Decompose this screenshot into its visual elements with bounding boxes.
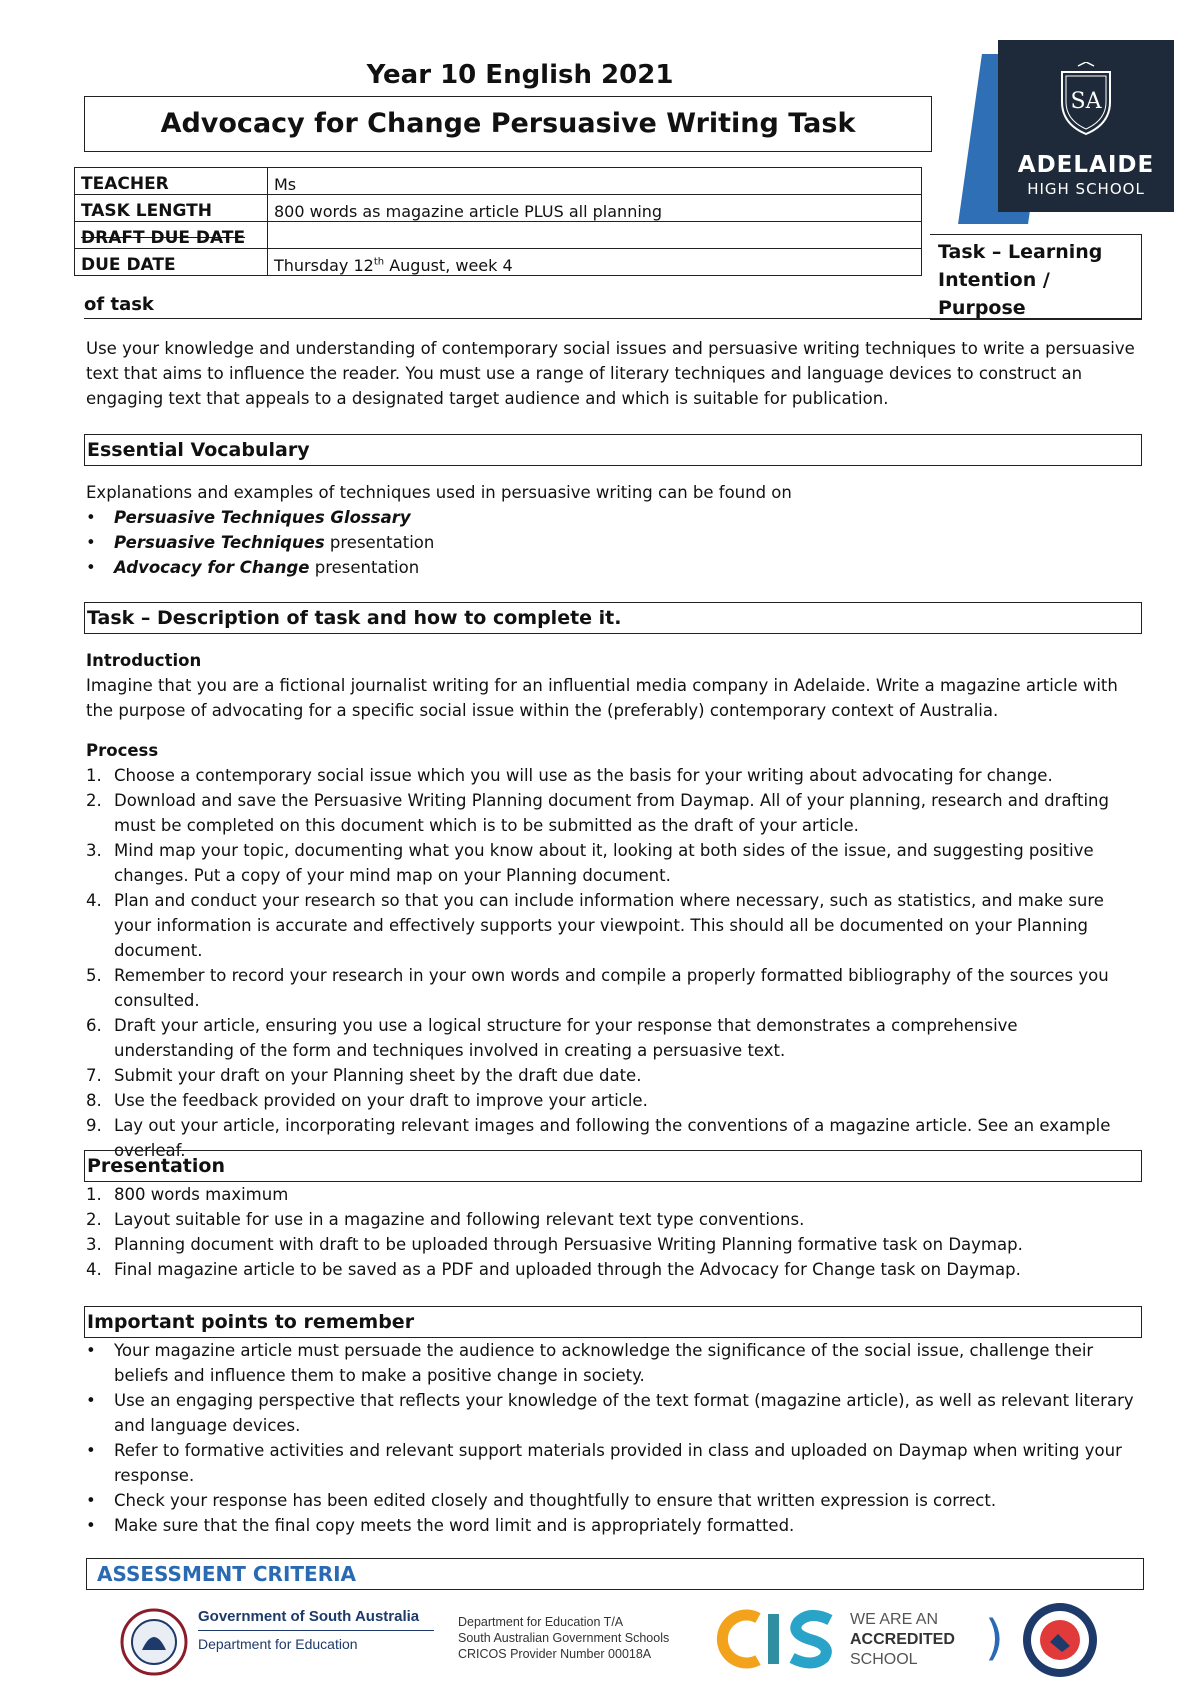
bullet-icon: • (86, 533, 96, 552)
sa-government-crest-icon (118, 1606, 190, 1678)
dept-info (458, 1614, 669, 1662)
points-heading: Important points to remember (84, 1306, 1142, 1338)
vocab-item-suffix: presentation (324, 533, 435, 552)
list-item (86, 555, 1142, 580)
list-item (86, 530, 1142, 555)
task-title: Advocacy for Change Persuasive Writing Task (84, 96, 932, 152)
vocab-item-title: Persuasive Techniques (114, 533, 325, 552)
list-item: 4. Plan and conduct your research so that you can include information where necessary, such as statistics, and make sure your information is accurate and effectively supports your viewpoint. This should all be documented on your Planning document. (86, 891, 1104, 960)
presentation-item: 800 words maximum (114, 1185, 289, 1204)
purpose-heading: Task – Learning Intention / Purpose (938, 241, 1103, 319)
bullet-icon: • (86, 508, 96, 527)
criteria-heading: ASSESSMENT CRITERIA (86, 1558, 1144, 1590)
process-list (86, 763, 1142, 1163)
list-item (86, 1388, 1142, 1438)
point-text: Your magazine article must persuade the audience to acknowledge the significance of the social issue, challenge their beliefs and influence them to make a positive change in society. (114, 1341, 1094, 1385)
task-info-table (74, 167, 922, 276)
task-section (86, 648, 1142, 1163)
point-text: Make sure that the final copy meets the word limit and is appropriately formatted. (114, 1516, 795, 1535)
list-item: 4. Final magazine article to be saved as a PDF and uploaded through the Advocacy for Change task on Daymap. (86, 1260, 1021, 1279)
presentation-item: Planning document with draft to be uploaded through Persuasive Writing Planning formative task on Daymap. (114, 1235, 1023, 1254)
page-title: Year 10 English 2021 (366, 60, 674, 90)
dept-line: South Australian Government Schools (458, 1631, 670, 1645)
info-value: 800 words as magazine article PLUS all planning (268, 195, 922, 222)
gov-name: Government of South Australia (198, 1608, 420, 1625)
presentation-section (86, 1182, 1142, 1282)
divider (198, 1630, 434, 1631)
bullet-icon: • (86, 1516, 96, 1535)
cis-line: ACCREDITED (850, 1631, 955, 1648)
list-item: 1. Choose a contemporary social issue which you will use as the basis for your writing about advocating for change. (86, 766, 1053, 785)
info-row-due (75, 249, 922, 276)
list-item: 5. Remember to record your research in your own words and compile a properly formatted bibliography of the sources you consulted. (86, 966, 1109, 1010)
info-key: DRAFT DUE DATE (75, 222, 268, 249)
list-item: 8. Use the feedback provided on your draft to improve your article. (86, 1091, 648, 1110)
list-item: 9. Lay out your article, incorporating relevant images and following the conventions of a magazine article. See an example overleaf. (86, 1116, 1111, 1160)
bullet-icon: • (86, 1491, 96, 1510)
info-value (268, 222, 922, 249)
purpose-heading-cont: of task (84, 294, 154, 315)
presentation-list (86, 1182, 1142, 1282)
cis-logo (712, 1606, 842, 1672)
info-row-draft-due (75, 222, 922, 249)
step-text: Lay out your article, incorporating relevant images and following the conventions of a magazine article. See an example overleaf. (114, 1116, 1111, 1160)
intro-text: Imagine that you are a fictional journalist writing for an influential media company in Adelaide. Write a magazine article with the purpose of advocating for a specific social issue within the (preferably) contemporary context of Australia. (86, 676, 1118, 720)
list-item: 2. Layout suitable for use in a magazine and following relevant text type conventions. (86, 1210, 805, 1229)
vocab-item-title: Advocacy for Change (114, 558, 310, 577)
vocab-item-suffix: presentation (309, 558, 420, 577)
step-text: Mind map your topic, documenting what you know about it, looking at both sides of the issue, and suggesting positive changes. Put a copy of your mind map on your Planning document. (114, 841, 1094, 885)
info-value: Thursday 12th August, week 4 (268, 249, 922, 276)
presentation-item: Final magazine article to be saved as a PDF and uploaded through the Advocacy for Change task on Daymap. (114, 1260, 1021, 1279)
bullet-icon: • (86, 558, 96, 577)
cis-line: WE ARE AN (850, 1611, 939, 1628)
list-item: 1. 800 words maximum (86, 1185, 289, 1204)
cis-line: SCHOOL (850, 1651, 918, 1668)
list-item (86, 1338, 1142, 1388)
info-key: TEACHER (75, 168, 268, 195)
info-row-teacher (75, 168, 922, 195)
step-text: Download and save the Persuasive Writing Planning document from Daymap. All of your planning, research and drafting must be completed on this document which is to be submitted as the draft of your article. (114, 791, 1109, 835)
accreditation-seal-icon (1020, 1600, 1100, 1680)
vocab-intro: Explanations and examples of techniques used in persuasive writing can be found on (86, 483, 792, 502)
task-heading: Task – Description of task and how to complete it. (84, 602, 1142, 634)
dept-line: CRICOS Provider Number 00018A (458, 1647, 652, 1661)
list-item: 3. Mind map your topic, documenting what you know about it, looking at both sides of the issue, and suggesting positive changes. Put a copy of your mind map on your Planning document. (86, 841, 1094, 885)
bracket-icon: ) (985, 1610, 1004, 1666)
vocab-heading: Essential Vocabulary (84, 434, 1142, 466)
step-text: Remember to record your research in your own words and compile a properly formatted bibliography of the sources you consulted. (114, 966, 1109, 1010)
purpose-text: Use your knowledge and understanding of contemporary social issues and persuasive writing techniques to write a persuasive text that aims to influence the reader. You must use a range of literary techniques and language devices to construct an engaging text that appeals to a designated target audience and which is suitable for publication. (86, 339, 1135, 408)
point-text: Refer to formative activities and relevant support materials provided in class and uploaded on Daymap when writing your response. (114, 1441, 1122, 1485)
step-text: Plan and conduct your research so that you can include information where necessary, such as statistics, and make sure your information is accurate and effectively supports your viewpoint. This should all be documented on your Planning document. (114, 891, 1104, 960)
info-row-length (75, 195, 922, 222)
info-key: TASK LENGTH (75, 195, 268, 222)
divider (84, 318, 1142, 319)
school-crest-icon (1056, 62, 1116, 138)
points-list (86, 1338, 1142, 1538)
list-item (86, 1513, 1142, 1538)
step-text: Use the feedback provided on your draft to improve your article. (114, 1091, 648, 1110)
points-section (86, 1338, 1142, 1538)
step-text: Choose a contemporary social issue which you will use as the basis for your writing about advocating for change. (114, 766, 1053, 785)
point-text: Use an engaging perspective that reflects your knowledge of the text format (magazine article), as well as relevant literary and language devices. (114, 1391, 1134, 1435)
vocab-item-title: Persuasive Techniques Glossary (114, 508, 411, 527)
dept-line: Department for Education T/A (458, 1615, 624, 1629)
step-text: Draft your article, ensuring you use a logical structure for your response that demonstrates a comprehensive understanding of the form and techniques involved in creating a persuasive text. (114, 1016, 1018, 1060)
gov-dept: Department for Education (198, 1636, 358, 1652)
presentation-heading: Presentation (84, 1150, 1142, 1182)
list-item: 3. Planning document with draft to be uploaded through Persuasive Writing Planning formative task on Daymap. (86, 1235, 1023, 1254)
logo-name: ADELAIDE (1017, 152, 1155, 178)
list-item: 6. Draft your article, ensuring you use a logical structure for your response that demonstrates a comprehensive understanding of the form and techniques involved in creating a persuasive text. (86, 1016, 1018, 1060)
process-heading: Process (86, 741, 159, 760)
info-key: DUE DATE (75, 249, 268, 276)
list-item: 2. Download and save the Persuasive Writing Planning document from Daymap. All of your planning, research and drafting must be completed on this document which is to be submitted as the draft of your article. (86, 791, 1109, 835)
presentation-item: Layout suitable for use in a magazine and following relevant text type conventions. (114, 1210, 805, 1229)
intro-heading: Introduction (86, 651, 202, 670)
cis-text (850, 1610, 955, 1670)
list-item (86, 1438, 1142, 1488)
vocab-list (86, 505, 1142, 580)
svg-text:SA: SA (1070, 89, 1102, 114)
bullet-icon: • (86, 1441, 96, 1460)
list-item: 7. Submit your draft on your Planning sheet by the draft due date. (86, 1066, 642, 1085)
point-text: Check your response has been edited closely and thoughtfully to ensure that written expression is correct. (114, 1491, 997, 1510)
list-item (86, 505, 1142, 530)
vocab-section (86, 480, 1142, 580)
info-value: Ms (268, 168, 922, 195)
list-item (86, 1488, 1142, 1513)
logo-subname: HIGH SCHOOL (1027, 180, 1145, 198)
step-text: Submit your draft on your Planning sheet by the draft due date. (114, 1066, 642, 1085)
bullet-icon: • (86, 1341, 96, 1360)
bullet-icon: • (86, 1391, 96, 1410)
